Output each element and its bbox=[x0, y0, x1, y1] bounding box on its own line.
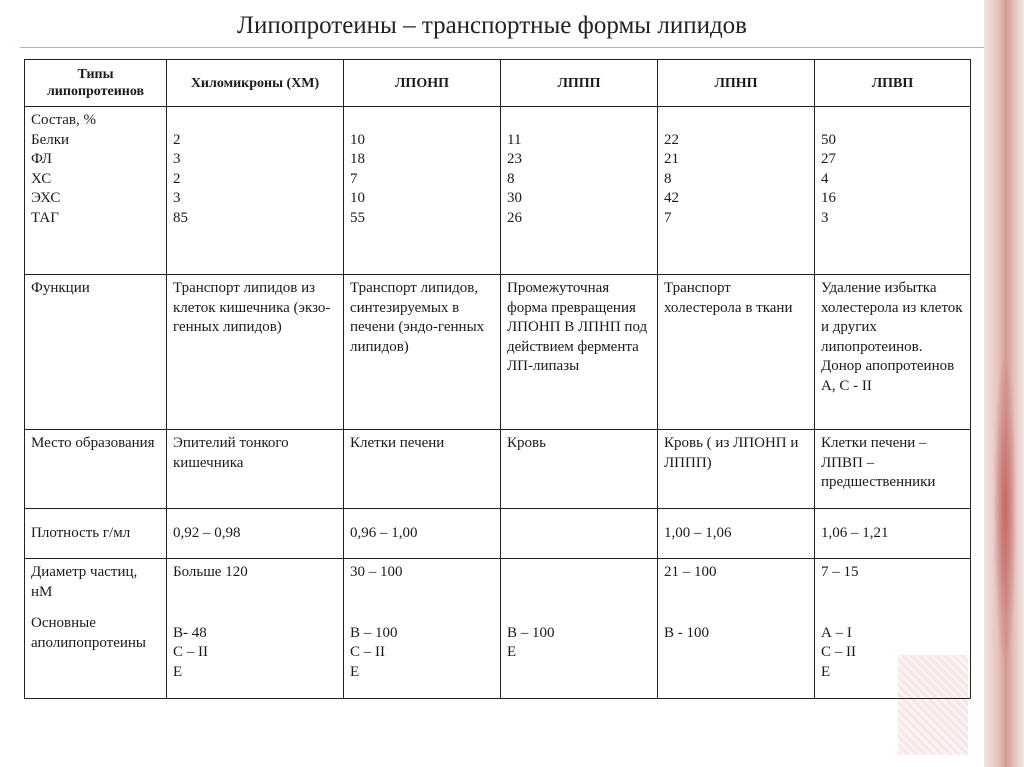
density-hdl: 1,06 – 1,21 bbox=[815, 509, 971, 559]
composition-chylomicrons bbox=[167, 107, 344, 275]
diameter-apo-ldl bbox=[658, 559, 815, 699]
density-vldl: 0,96 – 1,00 bbox=[344, 509, 501, 559]
apo-value: С – II bbox=[821, 644, 856, 660]
place-chylomicrons: Эпителий тонкого кишечника bbox=[167, 430, 344, 509]
apo-value: С – II bbox=[173, 644, 208, 660]
comp-label-phospholipids: ФЛ bbox=[31, 151, 52, 167]
comp-value: 8 bbox=[507, 170, 515, 187]
diameter-value bbox=[507, 563, 651, 583]
apo-value: В - 100 bbox=[664, 624, 709, 641]
place-ldl: Кровь ( из ЛПОНП и ЛППП) bbox=[658, 430, 815, 509]
composition-ldl bbox=[658, 107, 815, 275]
density-idl bbox=[501, 509, 658, 559]
comp-value: 23 bbox=[507, 151, 522, 167]
functions-row bbox=[25, 275, 971, 430]
comp-value: 2 bbox=[173, 170, 181, 187]
place-vldl: Клетки печени bbox=[344, 430, 501, 509]
density-label: Плотность г/мл bbox=[25, 509, 167, 559]
diameter-value: 30 – 100 bbox=[350, 564, 403, 580]
diameter-apo-vldl bbox=[344, 559, 501, 699]
comp-label-cholesterol-esters: ЭХС bbox=[31, 190, 61, 206]
comp-value: 26 bbox=[507, 209, 522, 226]
diameter-apo-hdl bbox=[815, 559, 971, 699]
composition-row bbox=[25, 107, 971, 275]
header-ldl: ЛПНП bbox=[658, 60, 815, 107]
function-hdl: Удаление избытка холестерола из клеток и других липопротеинов. Донор апопротеинов А, С - II bbox=[815, 275, 971, 430]
title-divider bbox=[20, 47, 984, 48]
composition-label-cell bbox=[25, 107, 167, 275]
header-hdl: ЛПВП bbox=[815, 60, 971, 107]
comp-value: 7 bbox=[664, 209, 672, 226]
comp-value: 11 bbox=[507, 131, 522, 148]
comp-value: 8 bbox=[664, 170, 672, 187]
comp-value: 55 bbox=[350, 209, 365, 226]
apo-value: Е bbox=[821, 663, 831, 680]
function-ldl: Транспорт холестерола в ткани bbox=[658, 275, 815, 430]
comp-label-triglycerides: ТАГ bbox=[31, 209, 59, 226]
apo-value: Е bbox=[507, 644, 517, 660]
apo-value: С – II bbox=[350, 644, 385, 660]
apo-value: В- 48 bbox=[173, 624, 207, 641]
header-types: Типы липопротеинов bbox=[25, 60, 167, 107]
comp-value: 22 bbox=[664, 131, 679, 148]
apo-value: В – 100 bbox=[350, 624, 398, 641]
comp-value: 3 bbox=[821, 209, 829, 226]
comp-value: 50 bbox=[821, 131, 836, 148]
place-row bbox=[25, 430, 971, 509]
comp-value: 18 bbox=[350, 151, 365, 167]
lipoprotein-table bbox=[24, 59, 971, 699]
comp-value: 10 bbox=[350, 131, 365, 148]
density-ldl: 1,00 – 1,06 bbox=[658, 509, 815, 559]
apo-value: Е bbox=[350, 663, 360, 680]
apo-value: В – 100 bbox=[507, 624, 555, 641]
diameter-apo-idl bbox=[501, 559, 658, 699]
density-row bbox=[25, 509, 971, 559]
decorative-side-image bbox=[984, 0, 1024, 767]
comp-value: 42 bbox=[664, 190, 679, 206]
comp-label-cholesterol: ХС bbox=[31, 170, 52, 187]
header-vldl: ЛПОНП bbox=[344, 60, 501, 107]
comp-value: 10 bbox=[350, 190, 365, 206]
comp-value: 2 bbox=[173, 131, 181, 148]
comp-value: 27 bbox=[821, 151, 836, 167]
diameter-value: 21 – 100 bbox=[664, 564, 717, 580]
header-chylomicrons: Хиломикроны (ХМ) bbox=[167, 60, 344, 107]
place-hdl: Клетки печени – ЛПВП – предшественники bbox=[815, 430, 971, 509]
comp-value: 21 bbox=[664, 151, 679, 167]
diameter-value: 7 – 15 bbox=[821, 564, 859, 580]
function-vldl: Транспорт липидов, синтезируемых в печени (эндо-генных липидов) bbox=[344, 275, 501, 430]
comp-value: 85 bbox=[173, 209, 188, 226]
function-chylomicrons: Транспорт липидов из клеток кишечника (экзо-генных липидов) bbox=[167, 275, 344, 430]
diameter-apo-chylomicrons bbox=[167, 559, 344, 699]
comp-value: 30 bbox=[507, 190, 522, 206]
comp-value: 3 bbox=[173, 190, 181, 206]
header-row bbox=[25, 60, 971, 107]
header-idl: ЛППП bbox=[501, 60, 658, 107]
comp-value: 7 bbox=[350, 170, 358, 187]
comp-value: 4 bbox=[821, 170, 829, 187]
composition-vldl bbox=[344, 107, 501, 275]
diameter-apo-label-cell bbox=[25, 559, 167, 699]
apolipoprotein-label: Основные аполипопротеины bbox=[31, 615, 147, 651]
comp-value: 3 bbox=[173, 151, 181, 167]
comp-label-proteins: Белки bbox=[31, 131, 70, 148]
functions-label: Функции bbox=[25, 275, 167, 430]
slide-title: Липопротеины – транспортные формы липидов bbox=[237, 12, 747, 39]
apo-value: А – I bbox=[821, 624, 852, 641]
composition-title: Состав, % bbox=[31, 112, 97, 128]
density-chylomicrons: 0,92 – 0,98 bbox=[167, 509, 344, 559]
diameter-label: Диаметр частиц, нМ bbox=[31, 564, 138, 600]
composition-hdl bbox=[815, 107, 971, 275]
function-idl: Промежуточная форма превращения ЛПОНП В ЛПНП под действием фермента ЛП-липазы bbox=[501, 275, 658, 430]
diameter-apolipoprotein-row bbox=[25, 559, 971, 699]
apo-value: Е bbox=[173, 663, 183, 680]
comp-value: 16 bbox=[821, 190, 836, 206]
composition-idl bbox=[501, 107, 658, 275]
diameter-value: Больше 120 bbox=[173, 564, 248, 580]
place-label: Место образования bbox=[25, 430, 167, 509]
place-idl: Кровь bbox=[501, 430, 658, 509]
